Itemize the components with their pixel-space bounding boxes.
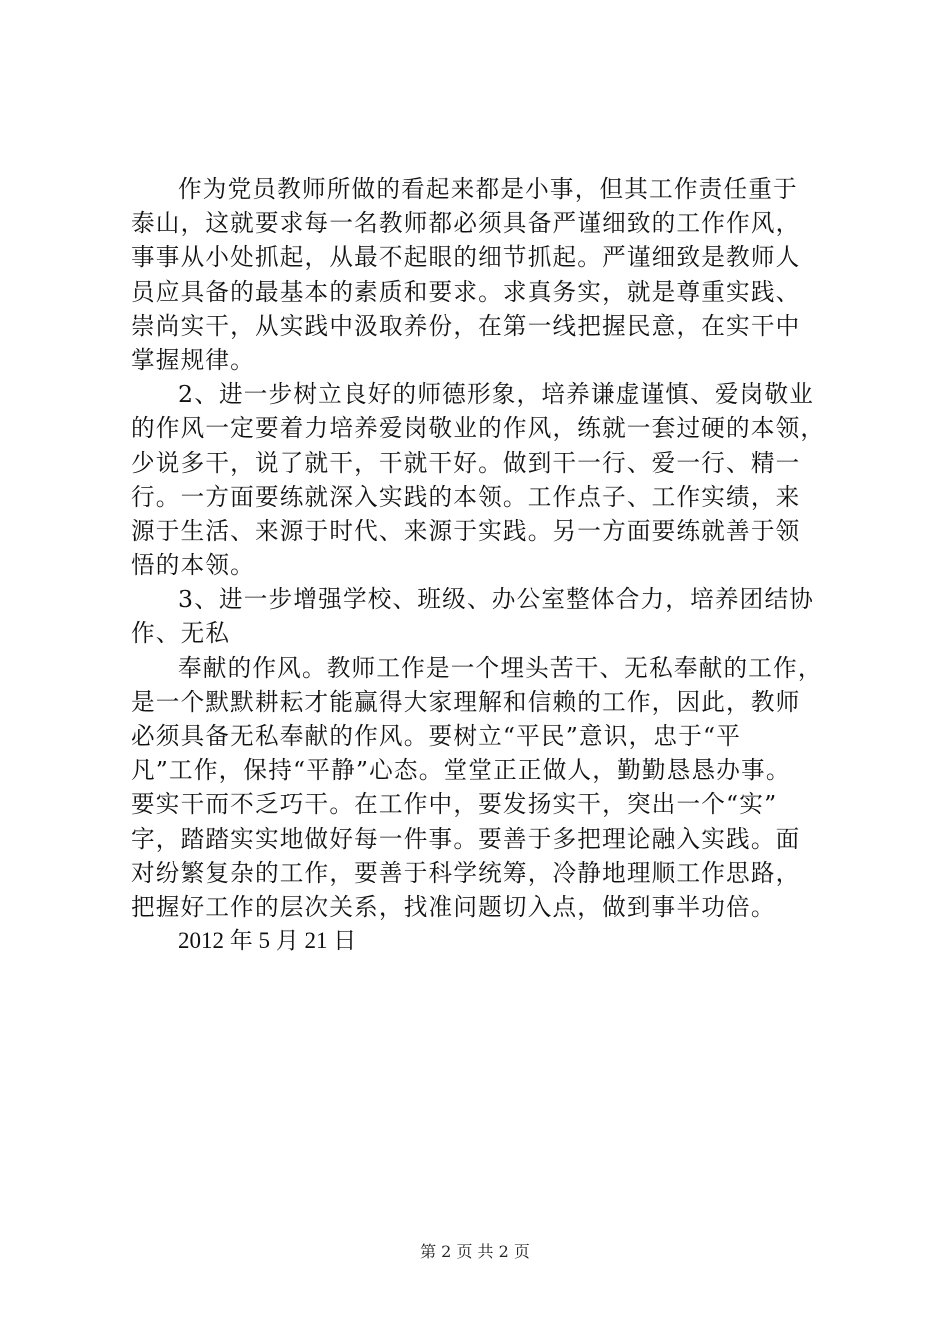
paragraph-2-line-3: 少说多干，说了就干，干就干好。做到干一行、爱一行、精一	[131, 448, 801, 477]
paragraph-3-line-1: 3、进一步增强学校、班级、办公室整体合力，培养团结协	[178, 585, 815, 614]
paragraph-4-line-3: 必须具备无私奉献的作风。要树立“平民”意识，忠于“平	[131, 722, 742, 750]
paragraph-1-line-1: 作为党员教师所做的看起来都是小事，但其工作责任重于	[178, 175, 798, 203]
paragraph-1-line-6: 掌握规律。	[131, 345, 255, 374]
paragraph-2-line-5: 源于生活、来源于时代、来源于实践。另一方面要练就善于领	[131, 516, 801, 545]
paragraph-2-line-1: 2、进一步树立良好的师德形象，培养谦虚谨慎、爱岗敬业	[178, 380, 815, 409]
paragraph-1-line-4: 员应具备的最基本的素质和要求。求真务实，就是尊重实践、	[131, 277, 801, 306]
document-date: 2012 年 5 月 21 日	[178, 928, 357, 954]
paragraph-4-line-5: 要实干而不乏巧干。在工作中，要发扬实干，突出一个“实”	[131, 790, 778, 819]
paragraph-4-line-4: 凡”工作，保持“平静”心态。堂堂正正做人，勤勤恳恳办事。	[131, 756, 791, 785]
paragraph-4-line-7: 对纷繁复杂的工作，要善于科学统筹，冷静地理顺工作思路，	[131, 858, 801, 887]
paragraph-4-line-6: 字，踏踏实实地做好每一件事。要善于多把理论融入实践。面	[131, 824, 801, 853]
paragraph-1-line-5: 崇尚实干，从实践中汲取养份，在第一线把握民意，在实干中	[131, 311, 801, 340]
paragraph-1-line-3: 事事从小处抓起，从最不起眼的细节抓起。严谨细致是教师人	[131, 243, 801, 272]
paragraph-2-line-4: 行。一方面要练就深入实践的本领。工作点子、工作实绩，来	[131, 482, 801, 511]
paragraph-4-line-2: 是一个默默耕耘才能赢得大家理解和信赖的工作，因此，教师	[131, 687, 801, 716]
page-number-footer: 第 2 页 共 2 页	[420, 1242, 530, 1261]
paragraph-3-line-2: 作、无私	[131, 619, 231, 648]
paragraph-1-line-2: 泰山，这就要求每一名教师都必须具备严谨细致的工作作风，	[131, 209, 801, 238]
document-body	[131, 172, 831, 958]
paragraph-2-line-6: 悟的本领。	[131, 551, 255, 580]
paragraph-4-line-8: 把握好工作的层次关系，找准问题切入点，做到事半功倍。	[131, 892, 776, 921]
paragraph-4-line-1: 奉献的作风。教师工作是一个埋头苦干、无私奉献的工作，	[178, 653, 823, 682]
paragraph-2-line-2: 的作风一定要着力培养爱岗敬业的作风，练就一套过硬的本领，	[131, 414, 826, 443]
